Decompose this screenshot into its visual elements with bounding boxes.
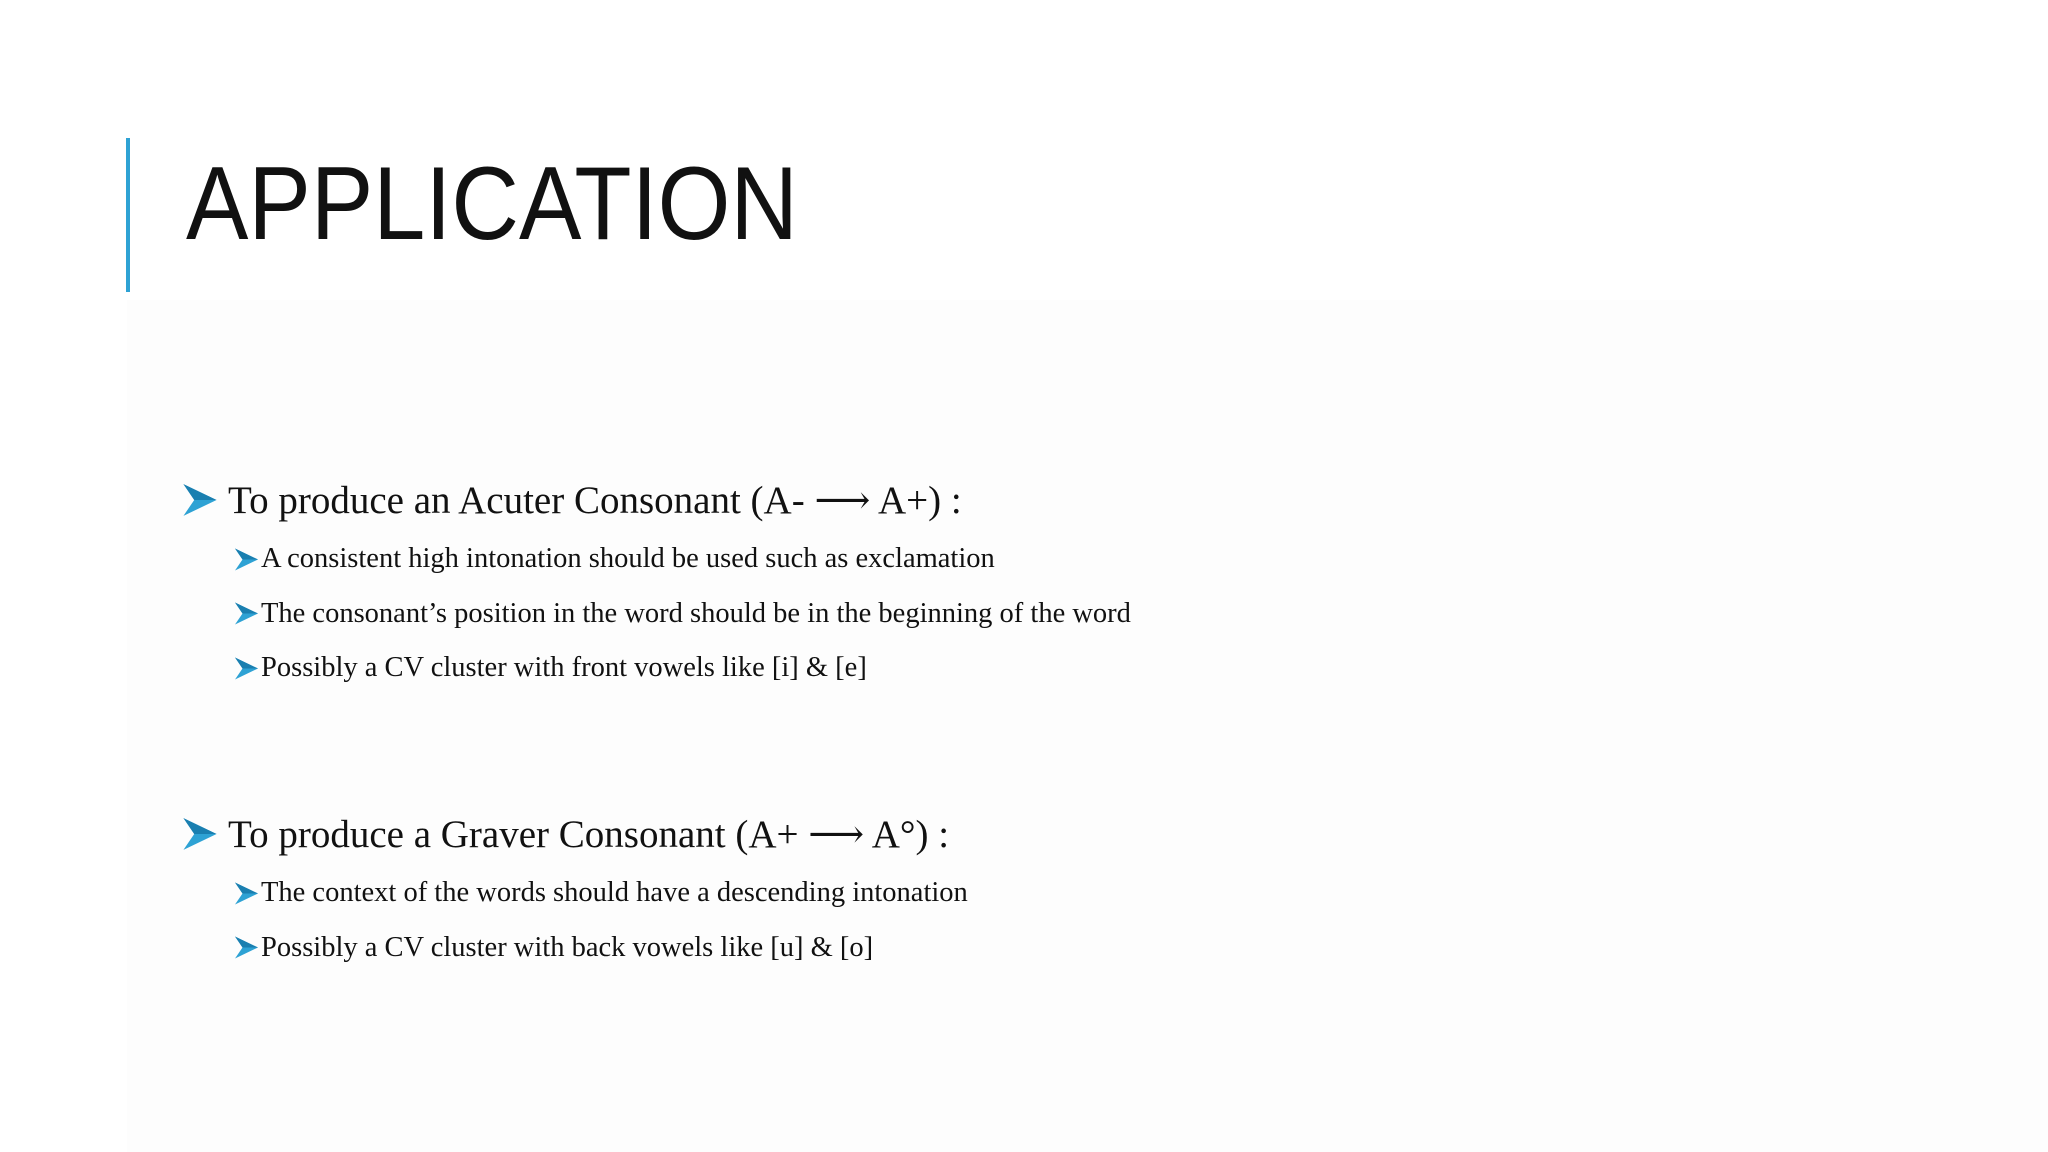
sub-bullet-item [234, 532, 1882, 587]
slide-title: APPLICATION [186, 146, 799, 262]
sub-bullet-text: The context of the words should have a descending intonation [261, 877, 968, 909]
sub-bullet-text: The consonant’s position in the word should be in the beginning of the word [261, 597, 1131, 629]
bullet-group-graver [182, 806, 1882, 975]
arrowhead-bullet-icon [234, 654, 259, 683]
arrowhead-bullet-icon [182, 480, 218, 520]
sub-bullet-item [234, 866, 1882, 921]
sub-bullet-list [182, 866, 1882, 975]
sub-bullet-item [234, 587, 1882, 642]
sub-bullet-item [234, 921, 1882, 976]
bullet-text: To produce an Acuter Consonant (A- ⟶ A+) : [228, 478, 962, 522]
arrowhead-bullet-icon [182, 814, 218, 854]
bullet-graver-heading [182, 806, 1882, 862]
content-area [127, 300, 2048, 1152]
bullet-acuter-heading [182, 472, 1882, 528]
arrowhead-bullet-icon [234, 599, 259, 628]
bullet-group-acuter [182, 472, 1882, 696]
sub-bullet-list [182, 532, 1882, 696]
sub-bullet-item [234, 641, 1882, 696]
sub-bullet-text: Possibly a CV cluster with front vowels like [i] & [e] [261, 652, 867, 684]
bullet-text: To produce a Graver Consonant (A+ ⟶ A°) : [228, 812, 950, 856]
arrowhead-bullet-icon [234, 933, 259, 962]
sub-bullet-text: A consistent high intonation should be used such as exclamation [261, 543, 995, 575]
arrowhead-bullet-icon [234, 879, 259, 908]
title-accent-bar [126, 138, 130, 292]
arrowhead-bullet-icon [234, 545, 259, 574]
sub-bullet-text: Possibly a CV cluster with back vowels like [u] & [o] [261, 931, 874, 963]
